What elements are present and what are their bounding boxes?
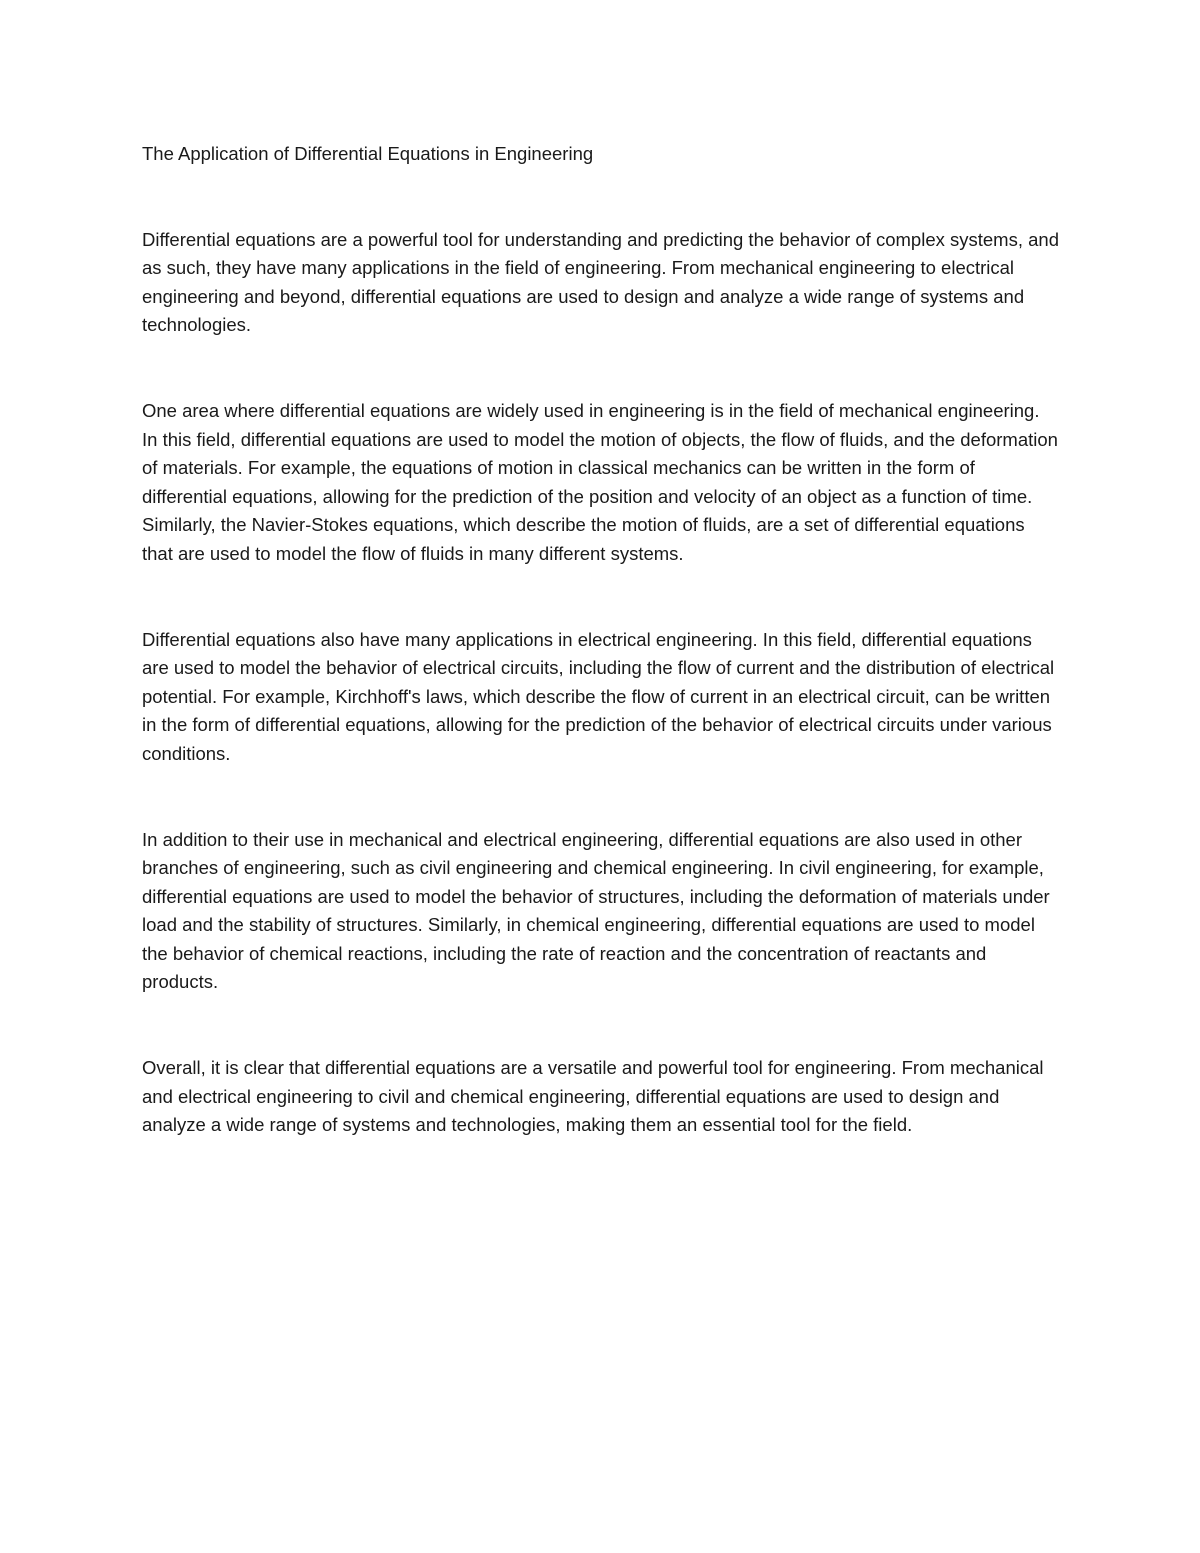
paragraph-electrical: Differential equations also have many applications in electrical engineering. In this field, differential equations are used to model the behavior of electrical circuits, including the flow of current and the distribution of electrical potential. For example, Kirchhoff's laws, which describe the flow of current in an electrical circuit, can be written in the form of differential equations, allowing for the prediction of the behavior of electrical circuits under various conditions. [142, 628, 1055, 764]
document-title: The Application of Differential Equations in Engineering [142, 143, 594, 164]
document-body [142, 140, 1060, 1197]
paragraph-intro: Differential equations are a powerful tool for understanding and predicting the behavior of complex systems, and as such, they have many applications in the field of engineering. From mechanical engineering to electrical engineering and beyond, differential equations are used to design and analyze a wide range of systems and technologies. [142, 228, 1059, 336]
paragraph-civil-chemical: In addition to their use in mechanical and electrical engineering, differential equations are also used in other branches of engineering, such as civil engineering and chemical engineering. In civil engineering, for example, differential equations are used to model the behavior of structures, including the deformation of materials under load and the stability of structures. Similarly, in chemical engineering, differential equations are used to model the behavior of chemical reactions, including the rate of reaction and the concentration of reactants and products. [142, 828, 1050, 993]
paragraph-mechanical: One area where differential equations are widely used in engineering is in the field of mechanical engineering. In this field, differential equations are used to model the motion of objects, the flow of fluids, and the deformation of materials. For example, the equations of motion in classical mechanics can be written in the form of differential equations, allowing for the prediction of the position and velocity of an object as a function of time. Similarly, the Navier-Stokes equations, which describe the motion of fluids, are a set of differential equations that are used to model the flow of fluids in many different systems. [142, 399, 1058, 564]
paragraph-conclusion: Overall, it is clear that differential equations are a versatile and powerful tool for engineering. From mechanical and electrical engineering to civil and chemical engineering, differential equations are used to design and analyze a wide range of systems and technologies, making them an essential tool for the field. [142, 1057, 1044, 1136]
